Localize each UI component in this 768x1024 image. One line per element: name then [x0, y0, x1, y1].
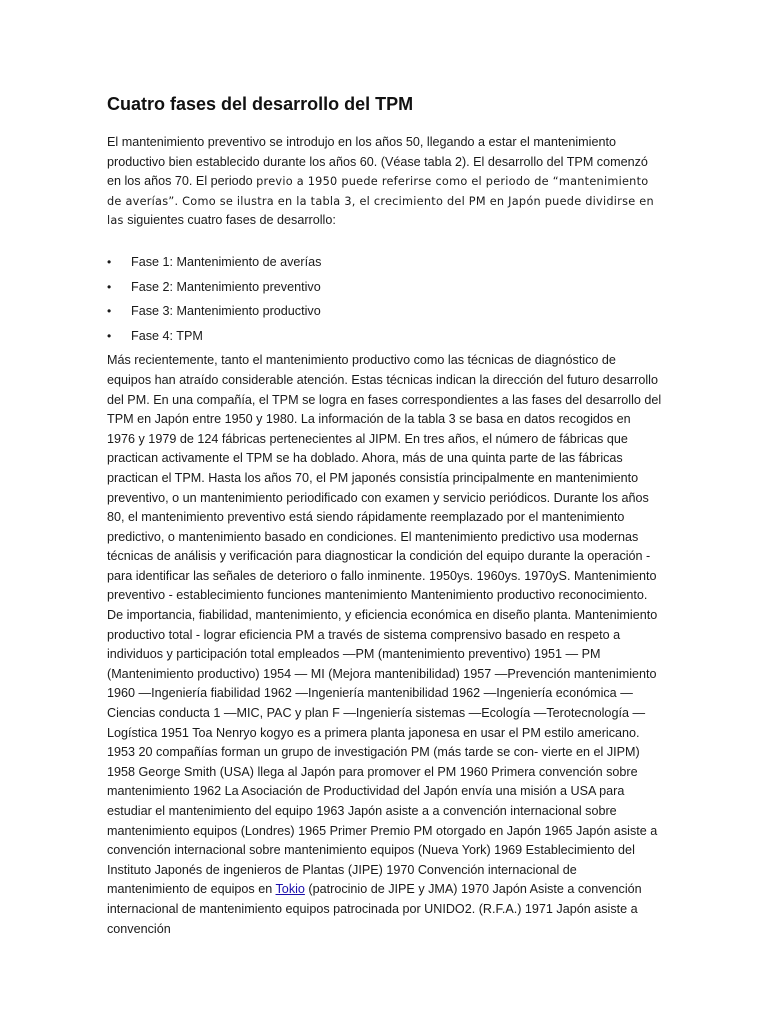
list-item — [107, 278, 662, 296]
body-text: Más recientemente, tanto el mantenimiento productivo como las técnicas de diagnóstico de equipos han atraído considerable atención. Estas técnicas indican la dirección del futuro desarrollo del PM. En una compañía, el TPM se logra en fases correspondientes a las fases del desarrollo del TPM en Japón entre 1950 y 1980. La información de la tabla 3 se basa en datos recogidos en 1976 y 1979 de 124 fábricas pertenecientes al JIPM. En tres años, el número de fábricas que practican activamente el TPM se ha doblado. Ahora, más de una quinta parte de las fábricas practican el TPM. Hasta los años 70, el PM japonés consistía principalmente en mantenimiento preventivo, o un mantenimiento periodificado con examen y servicio periódicos. Durante los años 80, el mantenimiento preventivo está siendo rápidamente reemplazado por el mantenimiento predictivo, o mantenimiento basado en condiciones. El mantenimiento predictivo usa modernas técnicas de análisis y verificación para diagnosticar la condición del equipo durante la operación -para identificar las señales de deterioro o fallo inminente. 1950ys. 1960ys. 1970yS. Mantenimiento preventivo - establecimiento funciones mantenimiento Mantenimiento productivo reconocimiento. De importancia, fiabilidad, mantenimiento, y eficiencia económica en diseño planta. Mantenimiento productivo total - lograr eficiencia PM a través de sistema comprensivo basado en respeto a individuos y participación total empleados —PM (mantenimiento preventivo) 1951 — PM (Mantenimiento productivo) 1954 — MI (Mejora mantenibilidad) 1957 —Prevención mantenimiento 1960 —Ingeniería fiabilidad 1962 —Ingeniería mantenibilidad 1962 —Ingeniería económica — Ciencias conducta 1 —MIC, PAC y plan F —Ingeniería sistemas —Ecología —Terotecnología — Logística 1951 Toa Nenryo kogyo es a primera planta japonesa en usar el PM estilo americano. 1953 20 compañías forman un grupo de investigación PM (más tarde se con- vierte en el JIPM) 1958 George Smith (USA) llega al Japón para promover el PM 1960 Primera convención sobre mantenimiento 1962 La Asociación de Productividad del Japón envía una misión a USA para estudiar el mantenimiento del equipo 1963 Japón asiste a a convención internacional sobre mantenimiento equipos (Londres) 1965 Primer Premio PM otorgado en Japón 1965 Japón asiste a convención internacional sobre mantenimiento equipos (Nueva York) 1969 Establecimiento del Instituto Japonés de ingenieros de Plantas (JIPE) 1970 Convención internacional de mantenimiento de equipos en — [107, 353, 662, 897]
bullet-icon: • — [107, 328, 112, 343]
intro-text-1: El mantenimiento preventivo se introdujo en los años 50, llegando a estar el mantenimiento productivo bien establecido durante los años 60. (Véase tabla 2). El desarrollo del TPM comenzó en los años 70. El periodo — [107, 135, 648, 189]
list-item-text: Fase 2: Mantenimiento preventivo — [131, 279, 321, 294]
bullet-icon: • — [107, 304, 112, 319]
list-item — [107, 302, 662, 320]
list-item — [107, 327, 662, 345]
list-item-text: Fase 1: Mantenimiento de averías — [131, 254, 322, 269]
bullet-icon: • — [107, 279, 112, 294]
intro-text-3: siguientes cuatro fases de desarrollo: — [123, 213, 336, 228]
intro-paragraph — [107, 133, 662, 231]
list-item-text: Fase 4: TPM — [131, 328, 203, 343]
bullet-icon: • — [107, 254, 112, 269]
phases-list — [107, 253, 662, 345]
body-paragraph — [107, 351, 662, 939]
body-text-end: (patrocinio de JIPE y JMA) 1970 Japón Asiste a convención internacional de mantenimiento equipos patrocinada por UNIDO2. (R.F.A.) 1971 Japón asiste a convención — [107, 882, 642, 936]
list-item — [107, 253, 662, 271]
page-title: Cuatro fases del desarrollo del TPM — [107, 94, 414, 114]
tokio-link[interactable]: Tokio — [275, 882, 305, 897]
intro-text-2: previo a 1950 puede referirse como el periodo de “mantenimiento de averías”. Como se ilustra en la tabla 3, el crecimiento del PM en Japón puede dividirse en las — [107, 175, 654, 228]
list-item-text: Fase 3: Mantenimiento productivo — [131, 304, 321, 319]
